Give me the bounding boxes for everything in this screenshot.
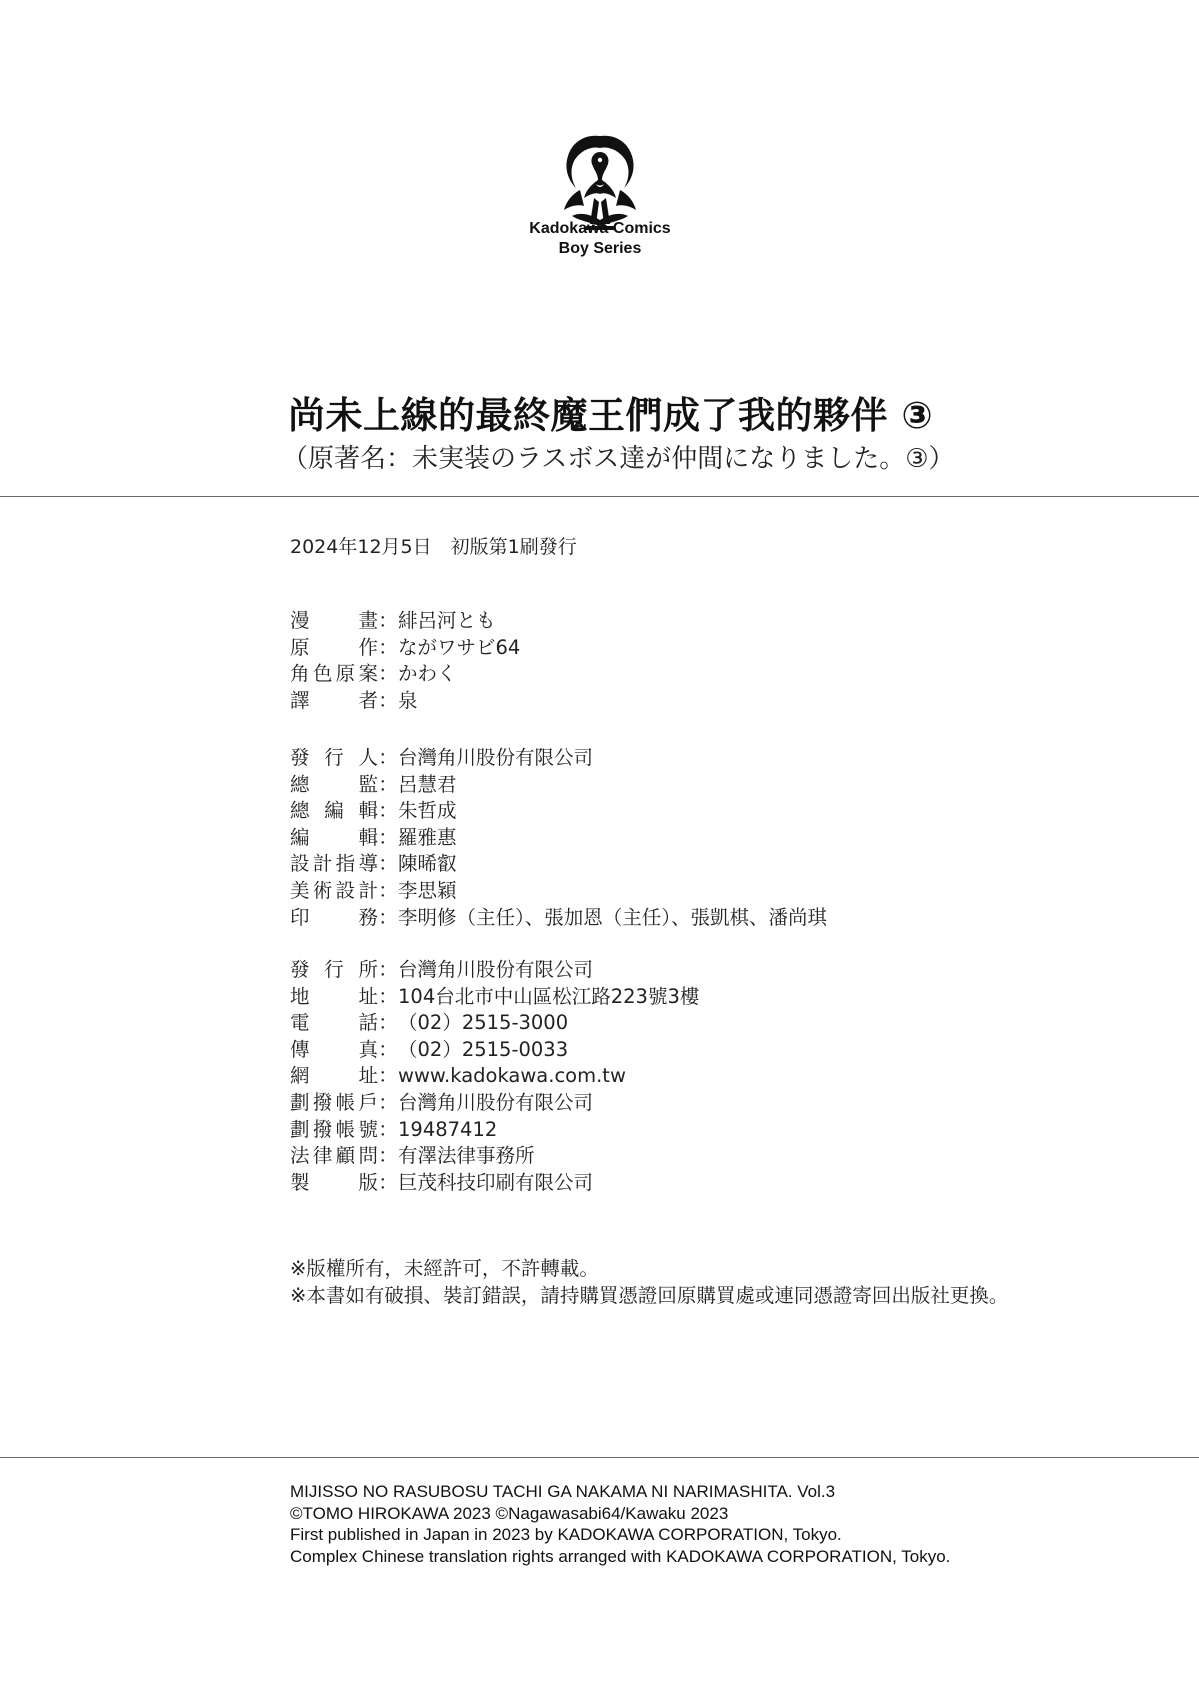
imprint-series: Boy Series bbox=[558, 240, 642, 257]
credit-row bbox=[290, 635, 520, 662]
credit-value: 李思穎 bbox=[398, 878, 457, 902]
copyright-line: MIJISSO NO RASUBOSU TACHI GA NAKAMA NI NARIMASHITA. Vol.3 bbox=[290, 1482, 836, 1501]
bottom-divider bbox=[0, 1457, 1199, 1458]
credit-separator: ： bbox=[378, 1170, 398, 1194]
credit-label: 編 輯 bbox=[290, 825, 378, 849]
note-rights: ※版權所有，未經許可，不許轉載。 bbox=[290, 1257, 599, 1280]
credit-separator: ： bbox=[378, 1064, 398, 1088]
credit-separator: ： bbox=[378, 1011, 398, 1035]
credit-row bbox=[290, 1143, 699, 1170]
credit-row bbox=[290, 1170, 699, 1197]
credit-value: 台灣角川股份有限公司 bbox=[398, 1090, 594, 1114]
credit-value: 呂慧君 bbox=[398, 772, 457, 796]
copyright-line: Complex Chinese translation rights arranged with KADOKAWA CORPORATION, Tokyo. bbox=[290, 1546, 951, 1566]
credit-label: 原 作 bbox=[290, 635, 378, 659]
copyright-line: ©TOMO HIROKAWA 2023 ©Nagawasabi64/Kawaku 2023 bbox=[290, 1503, 729, 1523]
credit-label: 劃 撥 帳 號 bbox=[290, 1117, 378, 1141]
credit-label: 美 術 設 計 bbox=[290, 878, 378, 902]
credit-label: 製 版 bbox=[290, 1170, 378, 1194]
credit-value: ながワサビ64 bbox=[398, 635, 521, 659]
credit-separator: ： bbox=[378, 958, 398, 981]
credit-separator: ： bbox=[378, 905, 398, 929]
credit-row bbox=[290, 984, 699, 1011]
credit-value: 有澤法律事務所 bbox=[398, 1144, 535, 1168]
credit-row bbox=[290, 957, 699, 984]
credit-value: www.kadokawa.com.tw bbox=[398, 1064, 626, 1088]
credit-value: 巨茂科技印刷有限公司 bbox=[398, 1170, 594, 1194]
credit-label: 總 監 bbox=[290, 772, 378, 796]
credit-value: かわく bbox=[398, 662, 457, 686]
credit-value: 李明修（主任）、張加恩（主任）、張凱棋、潘尚琪 bbox=[398, 905, 828, 929]
credit-row bbox=[290, 745, 827, 772]
credit-row bbox=[290, 1117, 699, 1144]
credit-separator: ： bbox=[378, 799, 398, 823]
credit-label: 總 編 輯 bbox=[290, 799, 378, 823]
copyright-block bbox=[290, 1481, 950, 1567]
credit-value: 緋呂河とも bbox=[398, 609, 496, 632]
credit-label: 角 色 原 案 bbox=[290, 662, 378, 686]
credit-separator: ： bbox=[378, 635, 398, 659]
credit-row bbox=[290, 851, 827, 878]
creators-block bbox=[290, 608, 520, 714]
top-divider bbox=[0, 496, 1199, 497]
credit-label: 網 址 bbox=[290, 1064, 378, 1088]
staff-block bbox=[290, 745, 827, 931]
credit-separator: ： bbox=[378, 1090, 398, 1114]
copyright-line: First published in Japan in 2023 by KADOKAWA CORPORATION, Tokyo. bbox=[290, 1525, 842, 1544]
note-replacement: ※本書如有破損、裝訂錯誤，請持購買憑證回原購買處或連同憑證寄回出版社更換。 bbox=[290, 1284, 1009, 1307]
credit-separator: ： bbox=[378, 852, 398, 876]
credit-row bbox=[290, 1090, 699, 1117]
credit-separator: ： bbox=[378, 746, 398, 769]
credit-label: 地 址 bbox=[290, 984, 378, 1008]
credit-row bbox=[290, 798, 827, 825]
credit-row bbox=[290, 825, 827, 852]
credit-row bbox=[290, 688, 520, 715]
credit-label: 發 行 所 bbox=[290, 958, 378, 981]
credit-label: 漫 畫 bbox=[290, 609, 378, 632]
credit-label: 譯 者 bbox=[290, 688, 378, 712]
credit-separator: ： bbox=[378, 984, 398, 1008]
credit-separator: ： bbox=[378, 878, 398, 902]
credit-label: 印 務 bbox=[290, 905, 378, 929]
credit-separator: ： bbox=[378, 609, 398, 632]
credit-row bbox=[290, 878, 827, 905]
credit-value: 19487412 bbox=[398, 1117, 498, 1141]
credit-separator: ： bbox=[378, 1037, 398, 1061]
original-title: （原著名：未実装のラスボス達が仲間になりました。③） bbox=[282, 444, 955, 474]
credit-label: 劃 撥 帳 戶 bbox=[290, 1090, 378, 1114]
credit-row bbox=[290, 772, 827, 799]
credit-row bbox=[290, 608, 520, 635]
credit-row bbox=[290, 1010, 699, 1037]
credit-label: 傳 真 bbox=[290, 1037, 378, 1061]
credit-value: 泉 bbox=[398, 688, 418, 712]
credit-value: 陳晞叡 bbox=[398, 852, 457, 876]
credit-row bbox=[290, 1063, 699, 1090]
credit-value: 羅雅惠 bbox=[398, 825, 457, 849]
credit-separator: ： bbox=[378, 662, 398, 686]
credit-value: （02）2515-0033 bbox=[398, 1037, 569, 1061]
publisher-block bbox=[290, 957, 699, 1196]
credit-label: 發 行 人 bbox=[290, 746, 378, 769]
credit-separator: ： bbox=[378, 825, 398, 849]
credit-row bbox=[290, 905, 827, 932]
credit-value: 朱哲成 bbox=[398, 799, 457, 823]
book-title: 尚未上線的最終魔王們成了我的夥伴 ③ bbox=[288, 394, 934, 437]
credit-value: 台灣角川股份有限公司 bbox=[398, 958, 594, 981]
credit-row bbox=[290, 1037, 699, 1064]
edition-date: 2024年12月5日 初版第1刷發行 bbox=[290, 536, 577, 558]
credit-separator: ： bbox=[378, 688, 398, 712]
credit-value: （02）2515-3000 bbox=[398, 1011, 569, 1035]
credit-separator: ： bbox=[378, 772, 398, 796]
credit-label: 法 律 顧 問 bbox=[290, 1144, 378, 1168]
notes-block bbox=[290, 1255, 1008, 1309]
credit-label: 電 話 bbox=[290, 1011, 378, 1035]
credit-separator: ： bbox=[378, 1117, 398, 1141]
credit-row bbox=[290, 661, 520, 688]
credit-label: 設 計 指 導 bbox=[290, 852, 378, 876]
imprint-name: Kadokawa Comics bbox=[529, 220, 671, 237]
credit-separator: ： bbox=[378, 1144, 398, 1168]
credit-value: 台灣角川股份有限公司 bbox=[398, 746, 594, 769]
credit-value: 104台北市中山區松江路223號3樓 bbox=[398, 984, 700, 1008]
